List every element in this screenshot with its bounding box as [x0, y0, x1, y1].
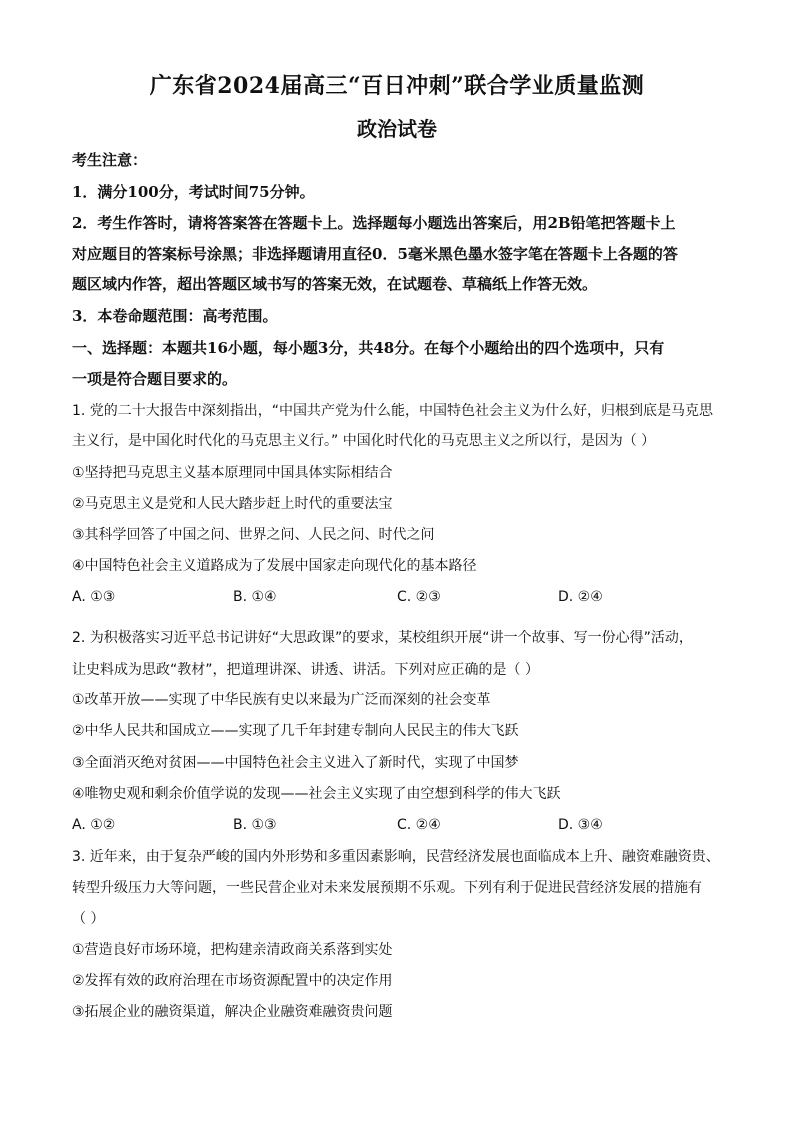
- question-2-options: [72, 815, 724, 835]
- question-3-statement-2: ②发挥有效的政府治理在市场资源配置中的决定作用: [72, 973, 393, 989]
- exam-subtitle: 政治试卷: [357, 117, 437, 141]
- question-3-stem-line-2: 转型升级压力大等问题，一些民营企业对未来发展预期不乐观。下列有利于促进民营经济发展的措施有: [72, 880, 702, 896]
- question-1-statement-4: ④中国特色社会主义道路成为了发展中国家走向现代化的基本路径: [72, 558, 477, 574]
- question-2-option-a[interactable]: A. ①②: [72, 817, 116, 833]
- question-3-statement-3: ③拓展企业的融资渠道，解决企业融资难融资贵问题: [72, 1004, 393, 1020]
- section-heading-line-1: 一、选择题：本题共16小题，每小题3分，共48分。在每个小题给出的四个选项中，只有: [72, 339, 665, 357]
- notice-item-2-line-2: 对应题目的答案标号涂黑；非选择题请用直径0．5毫米黑色墨水签字笔在答题卡上各题的答: [72, 245, 678, 263]
- notice-item-2-line-1: 2．考生作答时，请将答案答在答题卡上。选择题每小题选出答案后，用2B铅笔把答题卡上: [72, 214, 676, 232]
- question-2-statement-3: ③全面消灭绝对贫困——中国特色社会主义进入了新时代，实现了中国梦: [72, 755, 519, 771]
- section-heading-line-2: 一项是符合题目要求的。: [72, 370, 238, 388]
- question-1-statement-2: ②马克思主义是党和人民大踏步赶上时代的重要法宝: [72, 496, 393, 512]
- question-2-option-c[interactable]: C. ②④: [397, 817, 441, 833]
- question-1-statement-1: ①坚持把马克思主义基本原理同中国具体实际相结合: [72, 465, 393, 481]
- question-1-stem-line-2: 主义行，是中国化时代化的马克思主义行。” 中国化时代化的马克思主义之所以行，是因为（ ）: [72, 433, 656, 449]
- question-1-option-c[interactable]: C. ②③: [397, 589, 441, 605]
- question-2-option-d[interactable]: D. ③④: [558, 817, 603, 833]
- notice-heading: 考生注意：: [72, 151, 148, 169]
- question-2-stem-line-2: 让史料成为思政“教材”，把道理讲深、讲透、讲活。下列对应正确的是（ ）: [72, 662, 539, 678]
- question-2-statement-1: ①改革开放——实现了中华民族有史以来最为广泛而深刻的社会变革: [72, 692, 491, 708]
- notice-item-1: 1．满分100分，考试时间75分钟。: [72, 183, 315, 201]
- notice-item-3: 3．本卷命题范围：高考范围。: [72, 307, 278, 325]
- question-3-stem-line-3: （ ）: [72, 911, 105, 927]
- question-1-stem-line-1: 1. 党的二十大报告中深刻指出，“中国共产党为什么能，中国特色社会主义为什么好，归根到底是马克思: [72, 403, 714, 419]
- question-1-option-d[interactable]: D. ②④: [558, 589, 603, 605]
- question-1-option-b[interactable]: B. ①④: [233, 589, 277, 605]
- question-1-option-a[interactable]: A. ①③: [72, 589, 116, 605]
- notice-item-2-line-3: 题区域内作答，超出答题区域书写的答案无效，在试题卷、草稿纸上作答无效。: [72, 275, 598, 293]
- question-2-statement-2: ②中华人民共和国成立——实现了几千年封建专制向人民民主的伟大飞跃: [72, 723, 519, 739]
- exam-title: 广东省2024届高三“百日冲刺”联合学业质量监测: [149, 73, 645, 99]
- question-2-stem-line-1: 2. 为积极落实习近平总书记讲好“大思政课”的要求，某校组织开展“讲一个故事、写一份心得”活动，: [72, 630, 693, 646]
- question-1-statement-3: ③其科学回答了中国之问、世界之问、人民之问、时代之问: [72, 527, 435, 543]
- question-2-statement-4: ④唯物史观和剩余价值学说的发现——社会主义实现了由空想到科学的伟大飞跃: [72, 786, 561, 802]
- question-3-statement-1: ①营造良好市场环境，把构建亲清政商关系落到实处: [72, 942, 393, 958]
- question-2-option-b[interactable]: B. ①③: [233, 817, 277, 833]
- question-3-stem-line-1: 3. 近年来，由于复杂严峻的国内外形势和多重因素影响，民营经济发展也面临成本上升、融资难融资贵、: [72, 849, 720, 865]
- question-1-options: [72, 587, 724, 607]
